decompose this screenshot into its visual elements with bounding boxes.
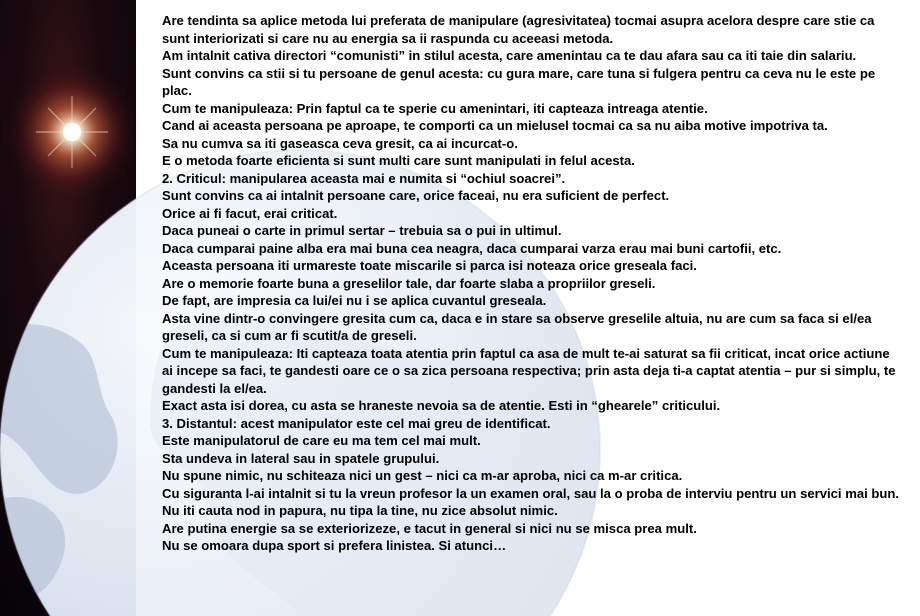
article-text xyxy=(162,12,902,555)
paragraph: Orice ai fi facut, erai criticat. xyxy=(162,205,338,221)
paragraph: Are putina energie sa se exteriorizeze, e tacut in general si nici nu se misca prea mult. xyxy=(162,520,697,536)
paragraph: Asta vine dintr-o convingere gresita cum ca, daca e in stare sa observe greselile altuia, nu are cum sa faca si el/ea greseli, ca si cum ar fi scutit/a de greseli. xyxy=(162,310,872,343)
paragraph: De fapt, are impresia ca lui/ei nu i se aplica cuvantul greseala. xyxy=(162,293,547,308)
star-core xyxy=(63,123,81,141)
paragraph: Cu siguranta l-ai intalnit si tu la vreun profesor la un examen oral, sau la o proba de interviu pentru un servici mai bun. xyxy=(162,485,900,501)
section-heading: 2. Criticul: manipularea aceasta mai e numita si “ochiul soacrei”. xyxy=(162,170,566,186)
paragraph: Cum te manipuleaza: Prin faptul ca te sperie cu amenintari, iti capteaza intreaga atentie. xyxy=(162,100,708,116)
paragraph: Cum te manipuleaza: Iti capteaza toata atentia prin faptul ca asa de mult te-ai saturat sa fii criticat, incat orice actiune ai incepe sa faci, te gandesti oare ce o sa zica persoana respectiva; prin asta deja ti-a captat atentia – pur si simplu, te gandesti la el/ea. xyxy=(162,345,896,396)
paragraph: Este manipulatorul de care eu ma tem cel mai mult. xyxy=(162,433,481,448)
paragraph: Daca cumparai paine alba era mai buna cea neagra, daca cumparai varza erau mai buni cartofii, etc. xyxy=(162,240,782,256)
paragraph: Exact asta isi dorea, cu asta se hraneste nevoia sa de atentie. Esti in “ghearele” criticului. xyxy=(162,398,721,413)
paragraph: Sunt convins ca ai intalnit persoane care, orice faceai, nu era suficient de perfect. xyxy=(162,188,670,203)
paragraph: Am intalnit cativa directori “comunisti” in stilul acesta, care amenintau ca te dau afara sau ca iti taie din salariu. xyxy=(162,48,857,63)
section-heading: 3. Distantul: acest manipulator este cel mai greu de identificat. xyxy=(162,415,551,431)
paragraph: Sunt convins ca stii si tu persoane de genul acesta: cu gura mare, care tuna si fulgera pentru ca ceva nu le este pe plac. xyxy=(162,65,876,98)
paragraph: Nu iti cauta nod in papura, nu tipa la tine, nu zice absolut nimic. xyxy=(162,503,558,518)
paragraph: Aceasta persoana iti urmareste toate miscarile si parca isi noteaza orice greseala faci. xyxy=(162,258,697,273)
paragraph: Are o memorie foarte buna a greselilor tale, dar foarte slaba a propriilor greseli. xyxy=(162,275,656,291)
paragraph: Are tendinta sa aplice metoda lui preferata de manipulare (agresivitatea) tocmai asupra acelora despre care stie ca sunt interiorizati si care nu au energia sa ii raspunda cu aceeasi metoda. xyxy=(162,13,875,46)
paragraph: Sta undeva in lateral sau in spatele grupului. xyxy=(162,450,440,466)
paragraph: Daca puneai o carte in primul sertar – trebuia sa o pui in ultimul. xyxy=(162,223,562,238)
paragraph: Cand ai aceasta persoana pe aproape, te comporti ca un mielusel tocmai ca sa nu aiba motive impotriva ta. xyxy=(162,118,828,133)
paragraph: E o metoda foarte eficienta si sunt multi care sunt manipulati in felul acesta. xyxy=(162,153,635,168)
paragraph: Sa nu cumva sa iti gaseasca ceva gresit, ca ai incurcat-o. xyxy=(162,135,518,151)
paragraph: Nu se omoara dupa sport si prefera linistea. Si atunci… xyxy=(162,538,507,553)
paragraph: Nu spune nimic, nu schiteaza nici un gest – nici ca m-ar aproba, nici ca m-ar critica. xyxy=(162,468,683,483)
